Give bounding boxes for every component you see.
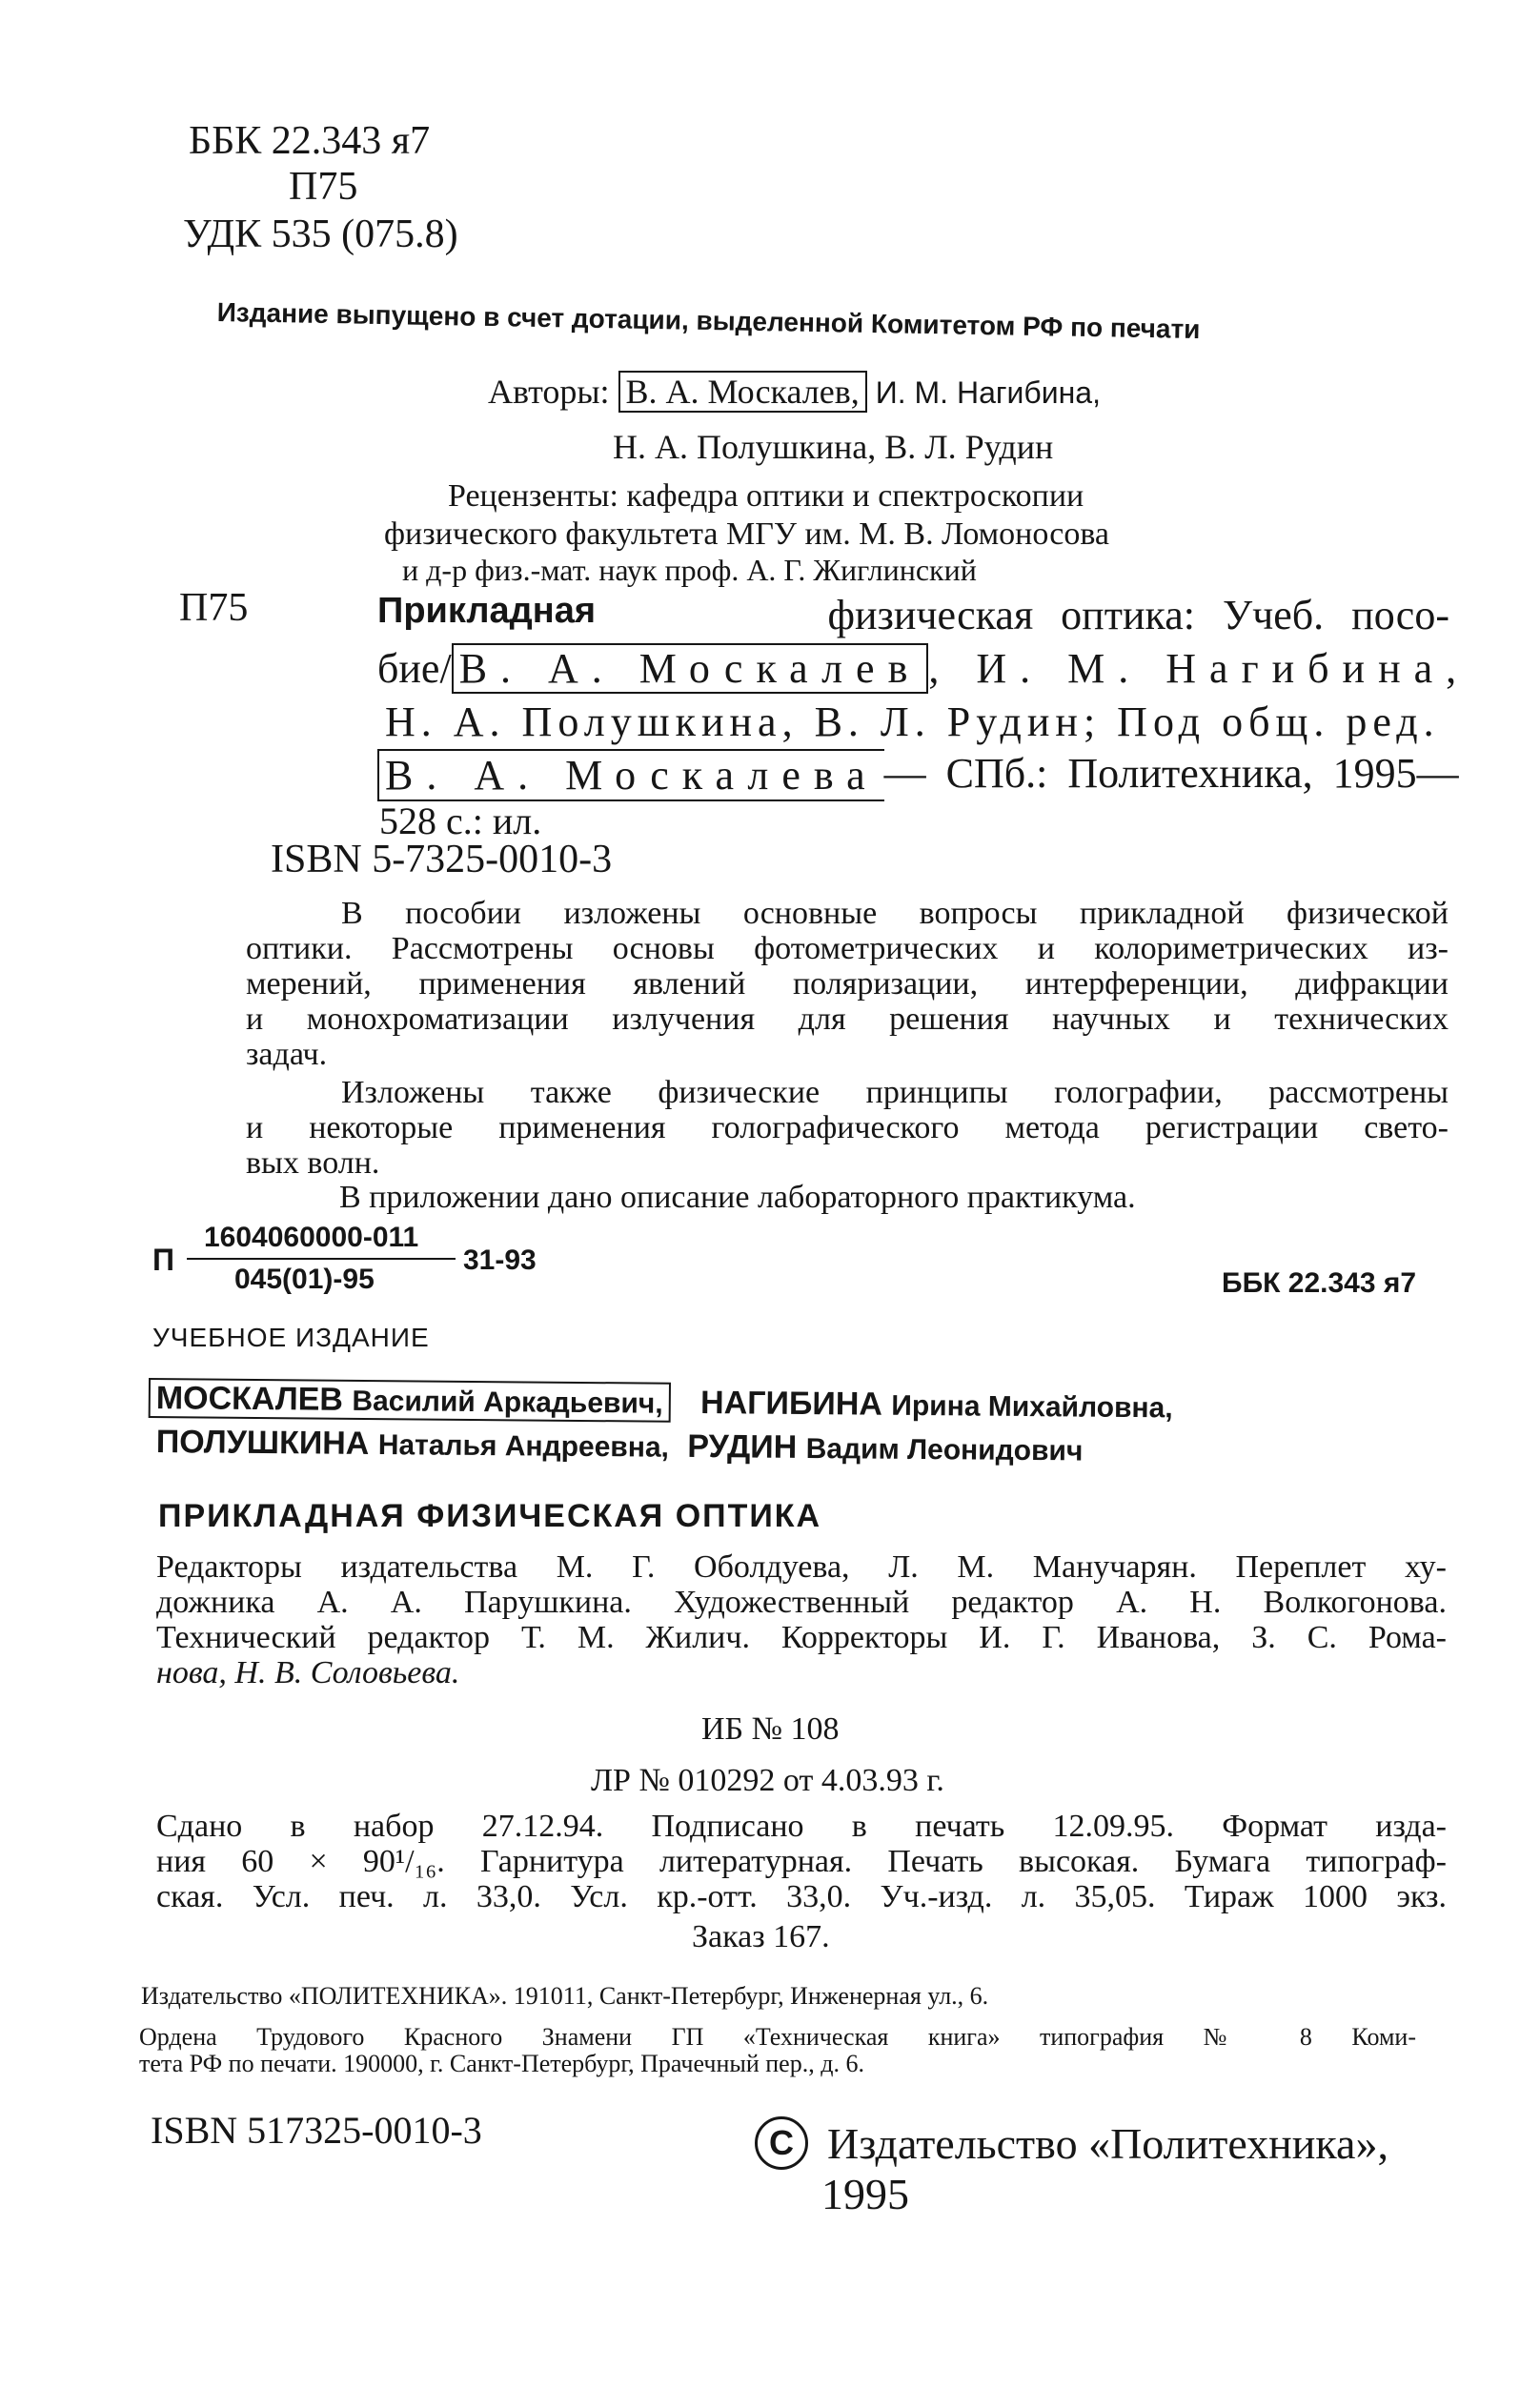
credits-a4-name: Вадим Леонидович [805,1432,1084,1467]
credits-line-1 [149,1380,1173,1426]
abstract-p2 [246,1075,1449,1181]
print-info-line-1: Сдано в набор 27.12.94. Подписано в печать 12.09.95. Формат изда- [156,1809,1447,1844]
index-letter: П [152,1243,174,1277]
credits-a2-surname: НАГИБИНА [699,1385,883,1423]
lr-number: ЛР № 010292 от 4.03.93 г. [591,1763,944,1798]
print-info-line-3: ская. Усл. печ. л. 33,0. Усл. кр.-отт. 33,0. Уч.-изд. л. 35,05. Тираж 1000 экз. [156,1879,1447,1914]
authors-line-2: Н. А. Полушкина, В. Л. Рудин [613,428,1054,466]
subsidy-note: Издание выпущено в счет дотации, выделенной Комитетом РФ по печати [216,297,1201,345]
catalog-line-5: 528 с.: ил. [379,799,542,842]
catalog-code-top: П75 [289,165,358,209]
boxed-author: В. А. Москалев, [618,371,867,413]
copyright-text: Издательство «Политехника», [827,2118,1388,2168]
catalog-line-4 [377,749,1459,801]
catalog-line-2-rest: , И. М. Нагибина, [928,645,1470,692]
credits-boxed-surname: МОСКАЛЕВ [155,1380,344,1418]
credits-boxed-author [149,1378,671,1423]
abstract-p1-line-3: мерений, применения явлений поляризации, интерференции, дифракции [246,966,1449,1002]
editors-line-4: нова, Н. В. Соловьева. [156,1655,460,1690]
index-fraction-line [187,1258,456,1260]
udk-code: УДК 535 (075.8) [183,212,458,256]
catalog-isbn: ISBN 5-7325-0010-3 [271,838,613,881]
catalog-line-2-prefix: бие/ [377,645,452,692]
reviewers-line-2: физического факультета МГУ им. М. В. Ломоносова [384,516,1110,552]
abstract-p1-line-1: В пособии изложены основные вопросы прикладной физической [341,896,1449,931]
editors-line-3: Технический редактор Т. М. Жилич. Корректоры И. Г. Иванова, З. С. Рома- [156,1620,1447,1655]
credits-a4-surname: РУДИН [687,1427,798,1466]
credits-boxed-name: Василий Аркадьевич, [352,1385,663,1420]
authors-line-1 [488,372,1101,412]
printer-line-1: Ордена Трудового Красного Знамени ГП «Техническая книга» типография № 8 Коми- [139,2024,1416,2051]
catalog-line-2 [377,644,1470,693]
editors-block [156,1549,1447,1690]
printer-line-2: тета РФ по печати. 190000, г. Санкт-Петербург, Прачечный пер., д. 6. [139,2051,864,2077]
editors-line-2: дожника А. А. Парушкина. Художественный редактор А. Н. Волкогонова. [156,1585,1447,1620]
printer-block [139,2024,1416,2077]
abstract-p1-line-5: задач. [246,1037,328,1072]
credits-line-2 [156,1424,1084,1468]
credits-a3-name: Наталья Андреевна, [377,1429,670,1464]
authors-label: Авторы: [488,373,610,411]
abstract-p1-line-4: и монохроматизации излучения для решения научных и технических [246,1002,1449,1037]
ib-number: ИБ № 108 [701,1711,840,1747]
copyright-year: 1995 [821,2170,909,2218]
credits-a3-surname: ПОЛУШКИНА [155,1424,370,1462]
abstract-p2-line-1: Изложены также физические принципы голографии, рассмотрены [341,1075,1449,1110]
reviewers-line-1: Рецензенты: кафедра оптики и спектроскопии [448,478,1084,514]
abstract-p2-line-3: вых волн. [246,1145,380,1181]
catalog-line-3: Н. А. Полушкина, В. Л. Рудин; Под общ. ред. [385,698,1440,745]
index-suffix: 31-93 [463,1244,537,1276]
catalog-line-1 [377,591,1449,639]
catalog-line-1-rest: физическая оптика: Учеб. посо- [827,592,1449,638]
abstract-p2-line-2: и некоторые применения голографического метода регистрации свето- [246,1110,1449,1145]
catalog-title: Прикладная [377,591,597,631]
index-numerator: 1604060000-011 [204,1222,419,1253]
reviewers-line-3: и д-р физ.-мат. наук проф. А. Г. Жиглинский [402,553,977,587]
print-info-line-2: ния 60 × 90¹/₁₆. Гарнитура литературная. Печать высокая. Бумага типограф- [156,1844,1447,1879]
catalog-boxed-author: В. А. Москалев [452,643,929,694]
index-denominator: 045(01)-95 [234,1264,375,1295]
book-title: ПРИКЛАДНАЯ ФИЗИЧЕСКАЯ ОПТИКА [158,1498,822,1534]
abstract-p1-line-2: оптики. Рассмотрены основы фотометрических и колориметрических из- [246,931,1449,966]
abstract-p3: В приложении дано описание лабораторного практикума. [339,1180,1136,1215]
print-info [156,1809,1447,1914]
catalog-line-4-rest: — СПб.: Политехника, 1995— [883,750,1459,797]
footer-isbn: ISBN 517325-0010-3 [151,2109,482,2152]
bbk-right: ББК 22.343 я7 [1222,1267,1417,1299]
catalog-boxed-editor: В. А. Москалева [377,749,884,801]
copyright-icon: C [755,2116,808,2170]
catalog-code: П75 [179,586,249,630]
footer-copyright [755,2114,1388,2170]
edition-type: УЧЕБНОЕ ИЗДАНИЕ [152,1323,430,1352]
credits-a2-name: Ирина Михайловна, [891,1389,1173,1425]
bbk-code: ББК 22.343 я7 [189,119,431,163]
author-2: И. М. Нагибина, [875,375,1101,410]
publisher-line: Издательство «ПОЛИТЕХНИКА». 191011, Санкт-Петербург, Инженерная ул., 6. [141,1982,989,2010]
order-number: Заказ 167. [692,1919,830,1954]
abstract-p1 [246,896,1449,1072]
editors-line-1: Редакторы издательства М. Г. Оболдуева, Л. М. Манучарян. Переплет ху- [156,1549,1447,1585]
